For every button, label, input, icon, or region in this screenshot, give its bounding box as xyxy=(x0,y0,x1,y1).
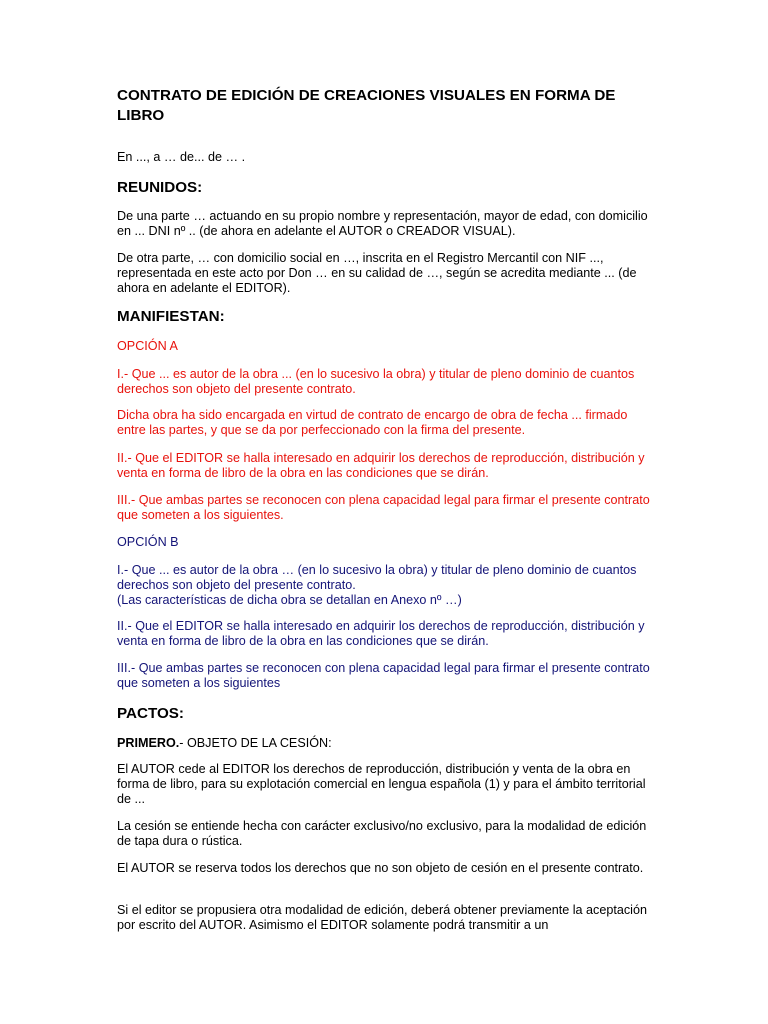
option-b-paragraph-1 xyxy=(117,563,657,608)
pactos-paragraph-3: El AUTOR se reserva todos los derechos que no son objeto de cesión en el presente contrato. xyxy=(117,861,644,875)
manifiestan-heading: MANIFIESTAN: xyxy=(117,308,225,325)
pactos-paragraph-4: Si el editor se propusiera otra modalidad de edición, deberá obtener previamente la aceptación por escrito del AUTOR. Asimismo el EDITOR solamente podrá transmitir a un xyxy=(117,903,647,932)
primero-label: PRIMERO. xyxy=(117,736,180,750)
document-title: CONTRATO DE EDICIÓN DE CREACIONES VISUALES EN FORMA DE LIBRO xyxy=(117,87,616,124)
option-a-paragraph-2: Dicha obra ha sido encargada en virtud de contrato de encargo de obra de fecha ... firmado entre las partes, y que se da por perfeccionado con la firma del presente. xyxy=(117,408,628,437)
option-a-label: OPCIÓN A xyxy=(117,339,178,353)
option-b-paragraph-1-text: I.- Que ... es autor de la obra … (en lo sucesivo la obra) y titular de pleno dominio de cuantos derechos son objeto del presente contrato. xyxy=(117,563,637,592)
option-b-paragraph-2: II.- Que el EDITOR se halla interesado en adquirir los derechos de reproducción, distribución y venta en forma de libro de la obra en las condiciones que se dirán. xyxy=(117,619,645,648)
option-b-annex-note: (Las características de dicha obra se detallan en Anexo nº …) xyxy=(117,593,462,607)
reunidos-paragraph-2: De otra parte, … con domicilio social en …, inscrita en el Registro Mercantil con NIF ..., representada en este acto por Don … en su calidad de …, según se acredita mediante ... (de ahora en adelante el EDITOR). xyxy=(117,251,637,295)
option-b-paragraph-3: III.- Que ambas partes se reconocen con plena capacidad legal para firmar el presente contrato que someten a los siguientes xyxy=(117,661,650,690)
option-a-paragraph-3: II.- Que el EDITOR se halla interesado en adquirir los derechos de reproducción, distribución y venta en forma de libro de la obra en las condiciones que se dirán. xyxy=(117,451,645,480)
reunidos-heading: REUNIDOS: xyxy=(117,179,203,196)
option-a-paragraph-4: III.- Que ambas partes se reconocen con plena capacidad legal para firmar el presente contrato que someten a los siguientes. xyxy=(117,493,650,522)
option-b-label: OPCIÓN B xyxy=(117,535,179,549)
option-a-paragraph-1: I.- Que ... es autor de la obra ... (en lo sucesivo la obra) y titular de pleno dominio de cuantos derechos son objeto del presente contrato. xyxy=(117,367,635,396)
pactos-heading: PACTOS: xyxy=(117,705,184,722)
pactos-paragraph-1: El AUTOR cede al EDITOR los derechos de reproducción, distribución y venta de la obra en forma de libro, para su explotación comercial en lengua española (1) y para el ámbito territorial de ... xyxy=(117,762,646,806)
primero-title: - OBJETO DE LA CESIÓN: xyxy=(179,736,332,750)
reunidos-paragraph-1: De una parte … actuando en su propio nombre y representación, mayor de edad, con domicilio en ... DNI nº .. (de ahora en adelante el AUTOR o CREADOR VISUAL). xyxy=(117,209,648,238)
pactos-paragraph-2: La cesión se entiende hecha con carácter exclusivo/no exclusivo, para la modalidad de edición de tapa dura o rústica. xyxy=(117,819,647,848)
primero-heading xyxy=(117,736,657,751)
date-line: En ..., a … de... de … . xyxy=(117,150,246,164)
